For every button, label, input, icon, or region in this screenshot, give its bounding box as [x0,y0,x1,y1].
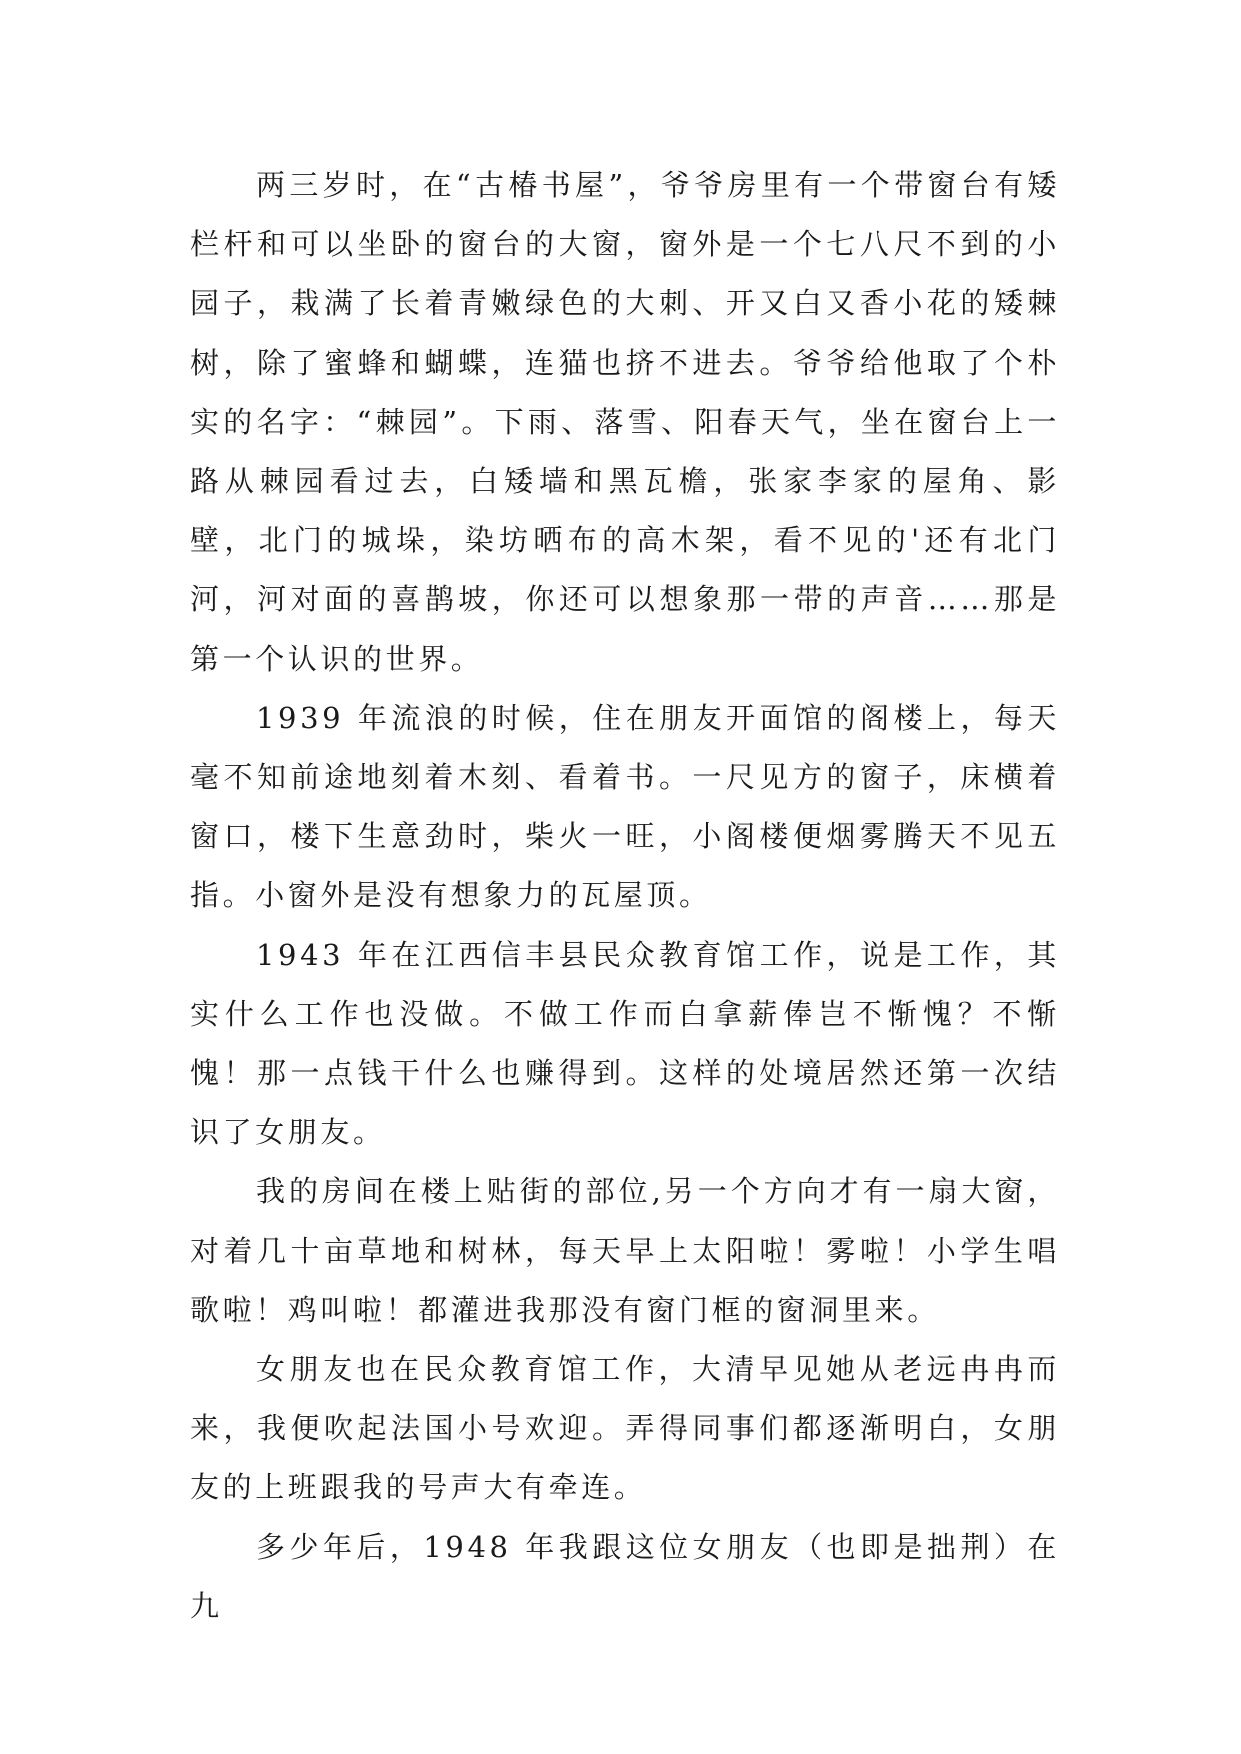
document-body [190,156,1060,1636]
paragraph-3: 1943 年在江西信丰县民众教育馆工作，说是工作，其实什么工作也没做。不做工作而白拿薪俸岂不惭愧？不惭愧！那一点钱干什么也赚得到。这样的处境居然还第一次结识了女朋友。 [190,937,1060,1150]
paragraph-4: 我的房间在楼上贴街的部位,另一个方向才有一扇大窗，对着几十亩草地和树林，每天早上太阳啦！雾啦！小学生唱歌啦！鸡叫啦！都灌进我那没有窗门框的窗洞里来。 [190,1174,1060,1327]
paragraph-2: 1939 年流浪的时候，住在朋友开面馆的阁楼上，每天毫不知前途地刻着木刻、看着书。一尺见方的窗子，床横着窗口，楼下生意劲时，柴火一旺，小阁楼便烟雾腾天不见五指。小窗外是没有想象力的瓦屋顶。 [190,700,1060,913]
paragraph-1: 两三岁时，在“古椿书屋”，爷爷房里有一个带窗台有矮栏杆和可以坐卧的窗台的大窗，窗外是一个七八尺不到的小园子，栽满了长着青嫩绿色的大刺、开又白又香小花的矮棘树，除了蜜蜂和蝴蝶，连猫也挤不进去。爷爷给他取了个朴实的名字：“棘园”。下雨、落雪、阳春天气，坐在窗台上一路从棘园看过去，白矮墙和黑瓦檐，张家李家的屋角、影壁，北门的城垛，染坊晒布的高木架，看不见的'还有北门河，河对面的喜鹊坡，你还可以想象那一带的声音……那是第一个认识的世界。 [190,168,1060,676]
paragraph-6: 多少年后，1948 年我跟这位女朋友（也即是拙荆）在九 [190,1529,1060,1623]
paragraph-5: 女朋友也在民众教育馆工作，大清早见她从老远冉冉而来，我便吹起法国小号欢迎。弄得同事们都逐渐明白，女朋友的上班跟我的号声大有牵连。 [190,1352,1060,1505]
